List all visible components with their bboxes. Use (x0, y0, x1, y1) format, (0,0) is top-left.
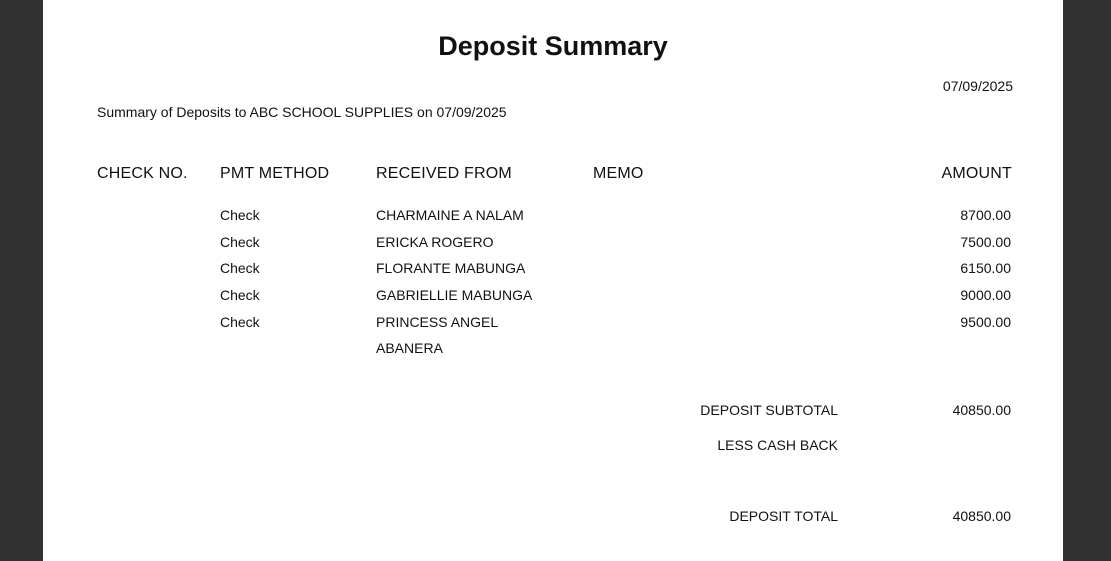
amount-cell: 6150.00 (960, 260, 1011, 276)
received-from-cell: PRINCESS ANGEL (376, 314, 499, 330)
report-date: 07/09/2025 (942, 78, 1013, 94)
received-from-cell: GABRIELLIE MABUNGA (376, 287, 533, 303)
amount-cell: 8700.00 (960, 207, 1011, 223)
report-title: Deposit Summary (438, 31, 668, 61)
pmt-method-cell: Check (220, 287, 260, 303)
column-header-pmt-method: PMT METHOD (220, 165, 330, 182)
pmt-method-cell: Check (220, 207, 260, 223)
report-page (43, 0, 1063, 561)
deposit-total-label: DEPOSIT TOTAL (729, 508, 838, 524)
pmt-method-cell: Check (220, 314, 260, 330)
received-from-cell-line2: ABANERA (376, 340, 443, 356)
column-header-memo: MEMO (593, 165, 644, 182)
deposit-subtotal-value: 40850.00 (952, 402, 1011, 418)
amount-cell: 7500.00 (960, 234, 1011, 250)
amount-cell: 9500.00 (960, 314, 1011, 330)
less-cash-back-label: LESS CASH BACK (717, 437, 838, 453)
received-from-cell: CHARMAINE A NALAM (376, 207, 524, 223)
column-header-check-no: CHECK NO. (97, 165, 188, 182)
column-header-received-from: RECEIVED FROM (376, 165, 512, 182)
received-from-cell: ERICKA ROGERO (376, 234, 494, 250)
deposit-total-value: 40850.00 (952, 508, 1011, 524)
deposit-subtotal-label: DEPOSIT SUBTOTAL (700, 402, 838, 418)
column-header-amount: AMOUNT (941, 165, 1012, 182)
amount-cell: 9000.00 (960, 287, 1011, 303)
received-from-cell: FLORANTE MABUNGA (376, 260, 526, 276)
summary-line: Summary of Deposits to ABC SCHOOL SUPPLIES on 07/09/2025 (97, 104, 507, 120)
pmt-method-cell: Check (220, 260, 260, 276)
pmt-method-cell: Check (220, 234, 260, 250)
